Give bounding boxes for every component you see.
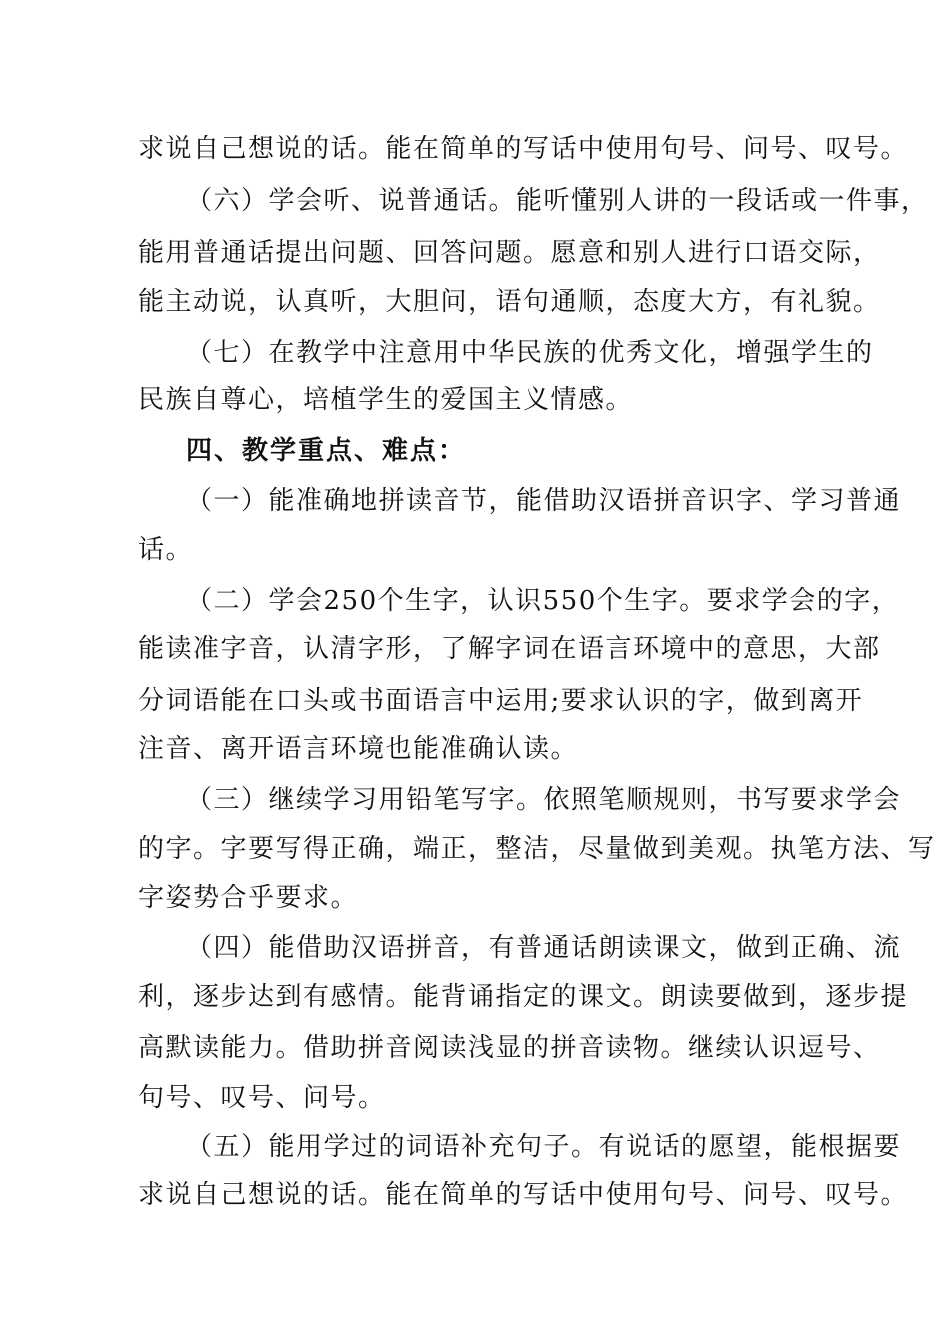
- paragraph-two-start: （二）学会250个生字，认识550个生字。要求学会的字，: [186, 586, 900, 616]
- text-line: 能读准字音，认清字形，了解字词在语言环境中的意思，大部: [138, 634, 881, 664]
- paragraph-four-start: （四）能借助汉语拼音，有普通话朗读课文，做到正确、流: [186, 933, 902, 963]
- section-heading: 四、教学重点、难点：: [186, 436, 467, 466]
- text-line: 字姿势合乎要求。: [138, 883, 359, 913]
- paragraph-three-start: （三）继续学习用铅笔写字。依照笔顺规则，书写要求学会: [186, 785, 902, 815]
- text-line: 高默读能力。借助拼音阅读浅显的拼音读物。继续认识逗号、: [138, 1033, 881, 1063]
- paragraph-five-start: （五）能用学过的词语补充句子。有说话的愿望，能根据要: [186, 1132, 902, 1162]
- paragraph-six-start: （六）学会听、说普通话。能听懂别人讲的一段话或一件事，: [186, 186, 929, 216]
- text-line: 句号、叹号、问号。: [138, 1083, 386, 1113]
- paragraph-seven-start: （七）在教学中注意用中华民族的优秀文化，增强学生的: [186, 338, 874, 368]
- text-line: 话。: [138, 535, 194, 565]
- text-line: 注音、离开语言环境也能准确认读。: [138, 734, 579, 764]
- text-line: 民族自尊心，培植学生的爱国主义情感。: [138, 385, 634, 415]
- text-line: 的字。字要写得正确，端正，整洁，尽量做到美观。执笔方法、写: [138, 834, 936, 864]
- text-line: 利，逐步达到有感情。能背诵指定的课文。朗读要做到，逐步提: [138, 982, 909, 1012]
- paragraph-one-start: （一）能准确地拼读音节，能借助汉语拼音识字、学习普通: [186, 486, 902, 516]
- text-line: 能主动说，认真听，大胆问，语句通顺，态度大方，有礼貌。: [138, 287, 881, 317]
- text-line: 分词语能在口头或书面语言中运用;要求认识的字，做到离开: [138, 686, 864, 716]
- text-line: 求说自己想说的话。能在简单的写话中使用句号、问号、叹号。: [138, 134, 909, 164]
- text-line: 求说自己想说的话。能在简单的写话中使用句号、问号、叹号。: [138, 1180, 909, 1210]
- text-line: 能用普通话提出问题、回答问题。愿意和别人进行口语交际，: [138, 238, 881, 268]
